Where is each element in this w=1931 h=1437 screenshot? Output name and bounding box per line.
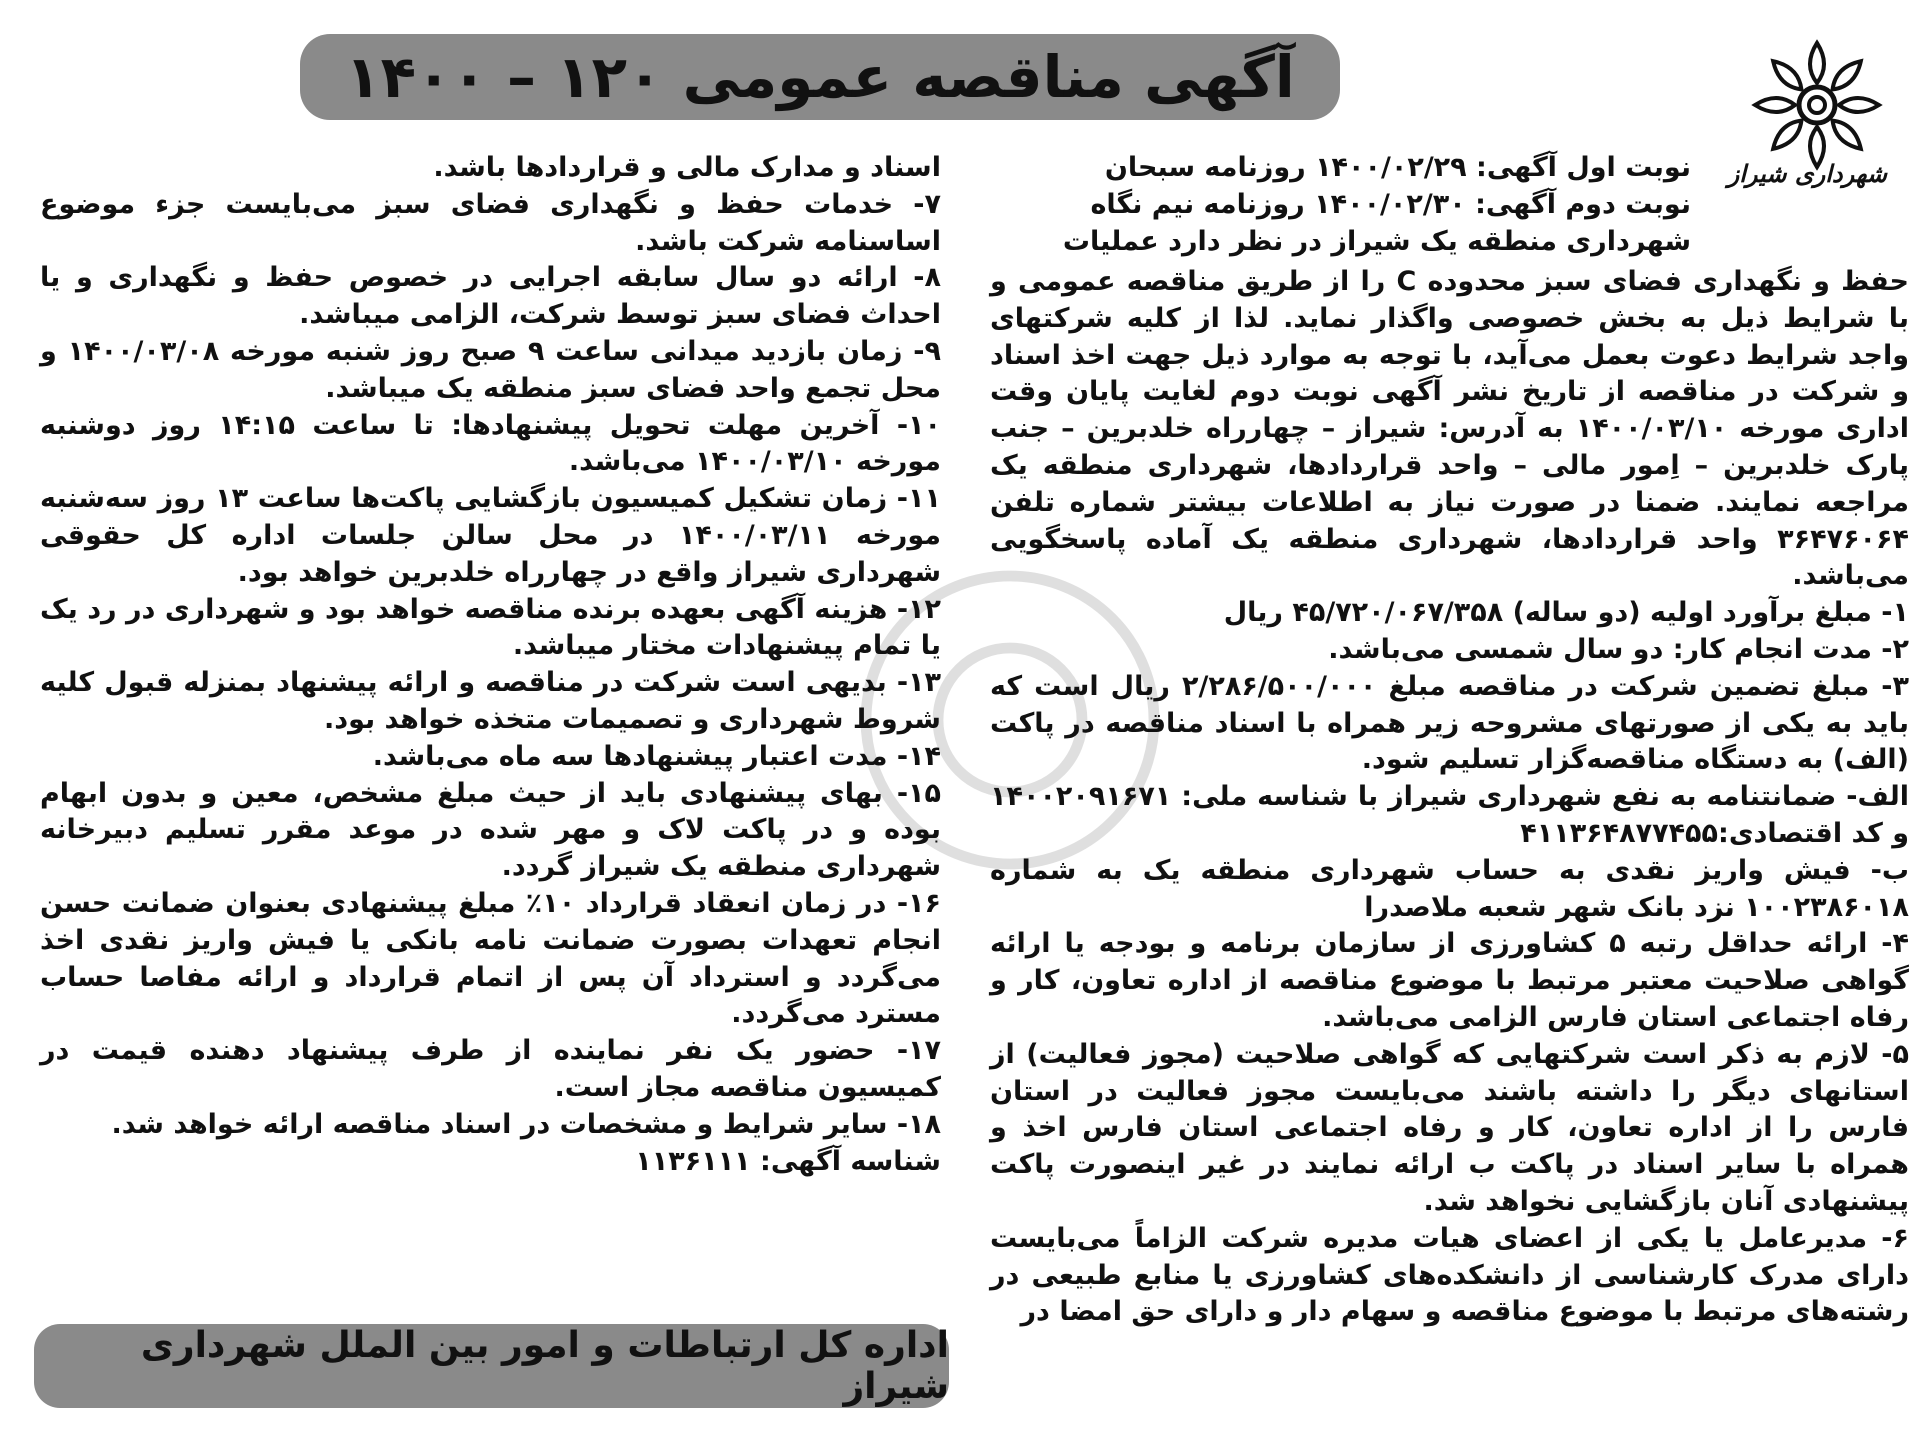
item-2: ۲- مدت انجام کار: دو سال شمسی می‌باشد. bbox=[1328, 633, 1909, 665]
item-4: ۴- ارائه حداقل رتبه ۵ کشاورزی از سازمان برنامه و بودجه یا ارائه گواهی صلاحیت معتبر مرتبط با موضوع مناقصه از اداره تعاون، کار و رفاه اجتماعی استان فارس الزامی می‌باشد. bbox=[990, 928, 1909, 1033]
item-3: ۳- مبلغ تضمین شرکت در مناقصه مبلغ ۲/۲۸۶/۵۰۰/۰۰۰ ریال است که باید به یکی از صورتهای مشروحه زیر همراه با اسناد مناقصه در پاکت (الف) به دستگاه مناقصه‌گزار تسلیم شود. bbox=[990, 670, 1909, 776]
right-column-body bbox=[990, 264, 1909, 1331]
item-12: ۱۲- هزینه آگهی بعهده برنده مناقصه خواهد بود و شهرداری در رد یک یا تمام پیشنهادات مختار میباشد. bbox=[40, 593, 941, 662]
first-publication-line: نوبت اول آگهی: ۱۴۰۰/۰۲/۲۹ روزنامه سبحان bbox=[1104, 152, 1691, 183]
item-9: ۹- زمان بازدید میدانی ساعت ۹ صبح روز شنبه مورخه ۱۴۰۰/۰۳/۰۸ و محل تجمع واحد فضای سبز منطقه یک میباشد. bbox=[40, 335, 941, 404]
item-1: ۱- مبلغ برآورد اولیه (دو ساله) ۴۵/۷۲۰/۰۶۷/۳۵۸ ریال bbox=[1223, 597, 1909, 629]
page-title: آگهی مناقصه عمومی ۱۲۰ – ۱۴۰۰ bbox=[345, 43, 1295, 111]
footer-banner bbox=[34, 1324, 949, 1408]
ad-id: شناسه آگهی: ۱۱۳۶۱۱۱ bbox=[635, 1145, 941, 1177]
title-banner bbox=[300, 34, 1340, 120]
left-column-body bbox=[40, 150, 941, 1180]
item-3a: الف- ضمانتنامه به نفع شهرداری شیراز با شناسه ملی: ۱۴۰۰۲۰۹۱۶۷۱ و کد اقتصادی:۴۱۱۳۶۴۸۷۷۴۵۵ bbox=[990, 781, 1909, 849]
item-7: ۷- خدمات حفظ و نگهداری فضای سبز می‌بایست جزء موضوع اساسنامه شرکت باشد. bbox=[40, 188, 941, 257]
logo-caption: شهرداری شیراز bbox=[1727, 160, 1887, 188]
item-6: ۶- مدیرعامل یا یکی از اعضای هیات مدیره شرکت الزاماً می‌بایست دارای مدرک کارشناسی از دانشکده‌های کشاورزی یا منابع طبیعی در رشته‌های مرتبط با موضوع مناقصه و سهام دار و دارای حق امضا در bbox=[990, 1222, 1909, 1328]
item-6-continued: اسناد و مدارک مالی و قراردادها باشد. bbox=[433, 152, 941, 183]
intro-line: شهرداری منطقه یک شیراز در نظر دارد عملیات bbox=[1062, 225, 1691, 257]
intro-paragraph: حفظ و نگهداری فضای سبز محدوده C را از طریق مناقصه عمومی و با شرایط ذیل به بخش خصوصی واگذار نماید. لذا از کلیه شرکتهای واجد شرایط دعوت بعمل می‌آید، با توجه به موارد ذیل جهت اخذ اسناد و شرکت در مناقصه از تاریخ نشر آگهی نوبت دوم لغایت پایان وقت اداری مورخه ۱۴۰۰/۰۳/۱۰ به آدرس: شیراز – چهارراه خلدبرین – جنب پارک خلدبرین – اِمور مالی – واحد قراردادها، شهرداری منطقه یک مراجعه نمایند. ضمنا در صورت نیاز به اطلاعات بیشتر شماره تلفن ۳۶۴۷۶۰۶۴ واحد قراردادها، شهرداری منطقه یک آماده پاسخگویی می‌باشد. bbox=[990, 266, 1909, 592]
item-8: ۸- ارائه دو سال سابقه اجرایی در خصوص حفظ و نگهداری و یا احداث فضای سبز توسط شرکت، الزامی میباشد. bbox=[40, 262, 941, 331]
footer-text: اداره کل ارتباطات و امور بین الملل شهرداری شیراز bbox=[140, 1325, 949, 1407]
item-13: ۱۳- بدیهی است شرکت در مناقصه و ارائه پیشنهاد بمنزله قبول کلیه شروط شهرداری و تصمیمات متخذه خواهد بود. bbox=[40, 667, 941, 735]
item-5: ۵- لازم به ذکر است شرکتهایی که گواهی صلاحیت (مجوز فعالیت) از استانهای دیگر را داشته باشند می‌بایست مجوز فعالیت در استان فارس را از اداره تعاون، کار و رفاه اجتماعی استان فارس اخذ و همراه با سایر اسناد در پاکت ب ارائه نمایند در غیر اینصورت پاکت پیشنهادی آنان بازگشایی نخواهد شد. bbox=[990, 1038, 1909, 1217]
item-10: ۱۰- آخرین مهلت تحویل پیشنهادها: تا ساعت ۱۴:۱۵ روز دوشنبه مورخه ۱۴۰۰/۰۳/۱۰ می‌باشد. bbox=[40, 409, 942, 478]
item-15: ۱۵- بهای پیشنهادی باید از حیث مبلغ مشخص، معین و بدون ابهام بوده و در پاکت لاک و مهر شده در موعد مقرر تسلیم دبیرخانه شهرداری منطقه یک شیراز گردد. bbox=[40, 777, 941, 883]
item-18: ۱۸- سایر شرایط و مشخصات در اسناد مناقصه ارائه خواهد شد. bbox=[111, 1108, 941, 1140]
item-16: ۱۶- در زمان انعقاد قرارداد ۱۰٪ مبلغ پیشنهادی بعنوان ضمانت حسن انجام تعهدات بصورت ضمانت نامه بانکی یا فیش واریز نقدی اخذ می‌گردد و استرداد آن پس از اتمام قرارداد و ارائه مفاصا حساب مسترد می‌گردد. bbox=[40, 887, 941, 1030]
item-11: ۱۱- زمان تشکیل کمیسیون بازگشایی پاکت‌ها ساعت ۱۳ روز سه‌شنبه مورخه ۱۴۰۰/۰۳/۱۱ در محل سالن جلسات اداره کل حقوقی شهرداری شیراز واقع در چهارراه خلدبرین خواهد بود. bbox=[40, 483, 941, 588]
item-17: ۱۷- حضور یک نفر نماینده از طرف پیشنهاد دهنده قیمت در کمیسیون مناقصه مجاز است. bbox=[40, 1035, 941, 1103]
second-publication-line: نوبت دوم آگهی: ۱۴۰۰/۰۲/۳۰ روزنامه نیم نگاه bbox=[1090, 188, 1691, 220]
item-3b: ب- فیش واریز نقدی به حساب شهرداری منطقه یک به شماره ۱۰۰۲۳۸۶۰۱۸ نزد بانک شهر شعبه ملاصدرا bbox=[990, 854, 1909, 923]
item-14: ۱۴- مدت اعتبار پیشنهادها سه ماه می‌باشد. bbox=[372, 740, 941, 772]
right-column-header bbox=[990, 150, 1691, 260]
